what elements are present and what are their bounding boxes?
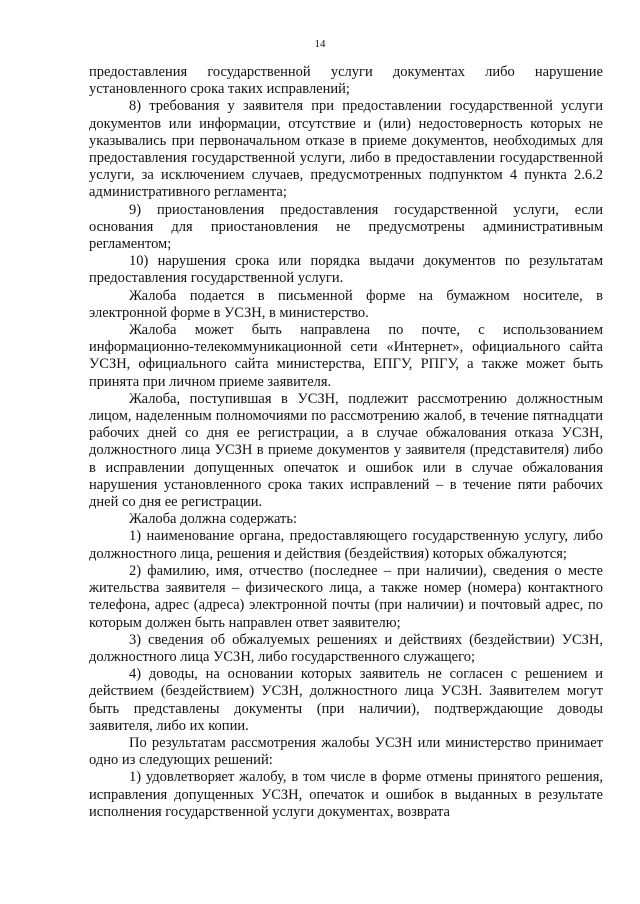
paragraph: 2) фамилию, имя, отчество (последнее – при наличии), сведения о месте жительства заявителя – физического лица, а также номер (номера) контактного телефона, адрес (адреса) электронной почты (при наличии) и почтовый адрес, по которым должен быть направлен ответ заявителю; [89,562,603,631]
paragraph: 10) нарушения срока или порядка выдачи документов по результатам предоставления государственной услуги. [89,253,603,287]
paragraph: Жалоба может быть направлена по почте, с использованием информационно-телекоммуникационной сети «Интернет», официального сайта УСЗН, официального сайта министерства, ЕПГУ, РПГУ, а также может быть принята при личном приеме заявителя. [89,322,603,390]
page-number: 14 [314,38,326,50]
paragraph: По результатам рассмотрения жалобы УСЗН или министерство принимает одно из следующих решений: [89,734,603,769]
paragraph: 8) требования у заявителя при предоставлении государственной услуги документов или информации, отсутствие и (или) недостоверность которых не указывались при первоначальном отказе в приеме документов, необходимых для предоставления государственной услуги, либо в предоставлении государственной услуги, за исключением случаев, предусмотренных подпунктом 4 пункта 2.6.2 административного регламента; [89,98,603,201]
document-body [89,64,603,821]
paragraph: 4) доводы, на основании которых заявитель не согласен с решением и действием (бездействием) УСЗН, должностного лица УСЗН. Заявителем могут быть представлены документы (при наличии), подтверждающие доводы заявителя, либо их копии. [89,666,603,734]
paragraph: 3) сведения об обжалуемых решениях и действиях (бездействии) УСЗН, должностного лица УСЗН, либо государственного служащего; [89,631,603,665]
paragraph: Жалоба подается в письменной форме на бумажном носителе, в электронной форме в УСЗН, в министерство. [89,287,603,321]
paragraph: 1) удовлетворяет жалобу, в том числе в форме отмены принятого решения, исправления допущенных УСЗН, опечаток и ошибок в выданных в результате исполнения государственной услуги документах, возврата [89,769,603,820]
paragraph: Жалоба, поступившая в УСЗН, подлежит рассмотрению должностным лицом, наделенным полномочиями по рассмотрению жалоб, в течение пятнадцати рабочих дней со дня ее регистрации, а в случае обжалования отказа УСЗН, должностного лица УСЗН в приеме документов у заявителя (представителя) либо в исправлении допущенных опечаток и ошибок или в случае обжалования нарушения установленного срока таких исправлений – в течение пяти рабочих дней со дня ее регистрации. [89,390,603,511]
paragraph: 9) приостановления предоставления государственной услуги, если основания для приостановления не предусмотрены административным регламентом; [89,201,603,253]
paragraph: Жалоба должна содержать: [129,511,298,528]
paragraph: 1) наименование органа, предоставляющего государственную услугу, либо должностного лица, решения и действия (бездействия) которых обжалуются; [89,528,603,562]
paragraph: предоставления государственной услуги документах либо нарушение установленного срока таких исправлений; [89,64,603,98]
